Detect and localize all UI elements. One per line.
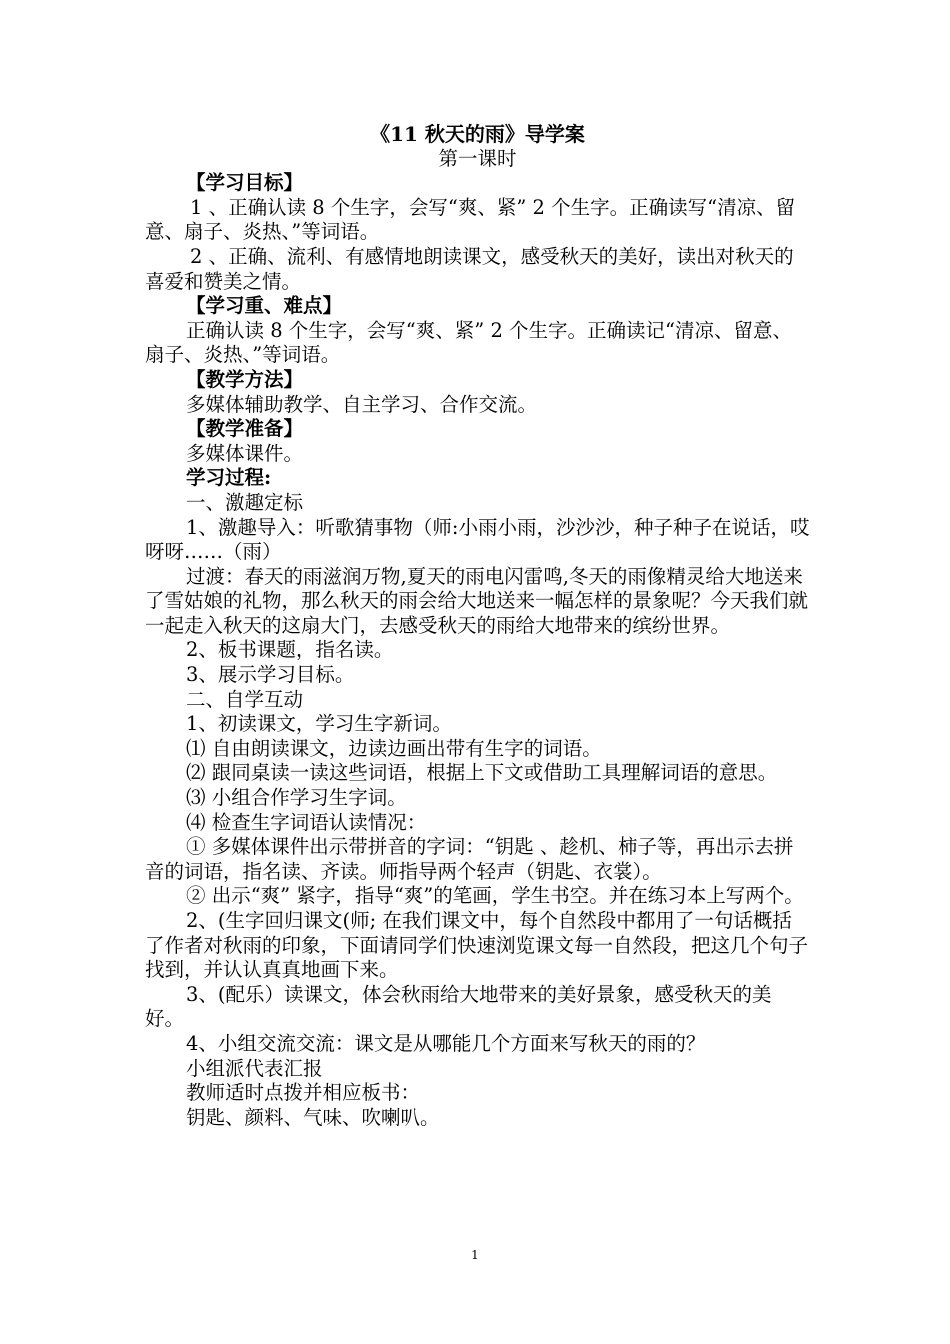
process-paragraph: 小组派代表汇报 [186,1056,323,1080]
goals-heading: 【学习目标】 [186,171,304,195]
process-paragraph: ⑵ 跟同桌读一读这些词语，根据上下文或借助工具理解词语的意思。 [186,761,778,785]
process-paragraph: 二、自学互动 [186,687,304,711]
preparation-heading: 【教学准备】 [186,417,304,441]
process-paragraph: 3、展示学习目标。 [186,663,355,687]
document-title: 《11 秋天的雨》导学案 [370,122,585,146]
process-paragraph: 1、初读课文，学习生字新词。 [186,712,452,736]
key-points-heading: 【学习重、难点】 [186,294,343,318]
process-paragraph: ⑶ 小组合作学习生字词。 [186,786,407,810]
process-paragraph: 教师适时点拨并相应板书： [186,1081,421,1105]
process-paragraph: 4、小组交流交流：课文是从哪能几个方面来写秋天的雨的？ [186,1031,706,1055]
method-text: 多媒体辅助教学、自主学习、合作交流。 [186,392,538,416]
preparation-text: 多媒体课件。 [186,441,304,465]
process-paragraph: ⑷ 检查生字词语认读情况： [186,810,427,834]
method-heading: 【教学方法】 [186,367,304,391]
process-paragraph: 一、激趣定标 [186,490,304,514]
page-number: 1 [471,1248,479,1262]
goals-item-1: 1 、正确认读 8 个生字，会写“爽、紧” 2 个生字。正确读写“清凉、留意、扇子、炎热、”等词语。 [145,195,796,244]
process-paragraph: 2、板书课题，指名读。 [186,638,394,662]
process-heading: 学习过程: [186,466,272,490]
process-paragraph: 1、激趣导入：听歌猜事物（师:小雨小雨，沙沙沙，种子种子在说话，哎呀呀……（雨） [145,515,810,564]
key-points-text: 正确认读 8 个生字，会写“爽、紧” 2 个生字。正确读记“清凉、留意、扇子、炎热、”等词语。 [145,318,793,367]
process-paragraph: 钥匙、颜料、气味、吹喇叭。 [186,1105,440,1129]
process-paragraph: ⑴ 自由朗读课文，边读边画出带有生字的词语。 [186,736,602,760]
process-paragraph: 2、(生字回归课文(师; 在我们课文中，每个自然段中都用了一句话概括了作者对秋雨的印象，下面请同学们快速浏览课文每一自然段，把这几个句子找到，并认认真真地画下来。 [145,909,809,982]
process-paragraph: 3、(配乐）读课文，体会秋雨给大地带来的美好景象，感受秋天的美好。 [145,982,772,1031]
process-paragraph: ② 出示“爽” 紧字，指导“爽”的笔画，学生书空。并在练习本上写两个。 [186,884,804,908]
process-paragraph: ① 多媒体课件出示带拼音的字词：“钥匙 、趁机、柿子等，再出示去拼音的词语，指名读、齐读。师指导两个轻声（钥匙、衣裳）。 [145,835,794,883]
goals-item-2: 2 、正确、流利、有感情地朗读课文，感受秋天的美好，读出对秋天的喜爱和赞美之情。 [145,244,794,293]
document-body [145,122,810,1130]
lesson-subtitle: 第一课时 [438,146,517,170]
process-paragraph: 过渡：春天的雨滋润万物,夏天的雨电闪雷鸣,冬天的雨像精灵给大地送来了雪姑娘的礼物，那么秋天的雨会给大地送来一幅怎样的景象呢？今天我们就一起走入秋天的这扇大门，去感受秋天的雨给大地带来的缤纷世界。 [145,564,809,637]
